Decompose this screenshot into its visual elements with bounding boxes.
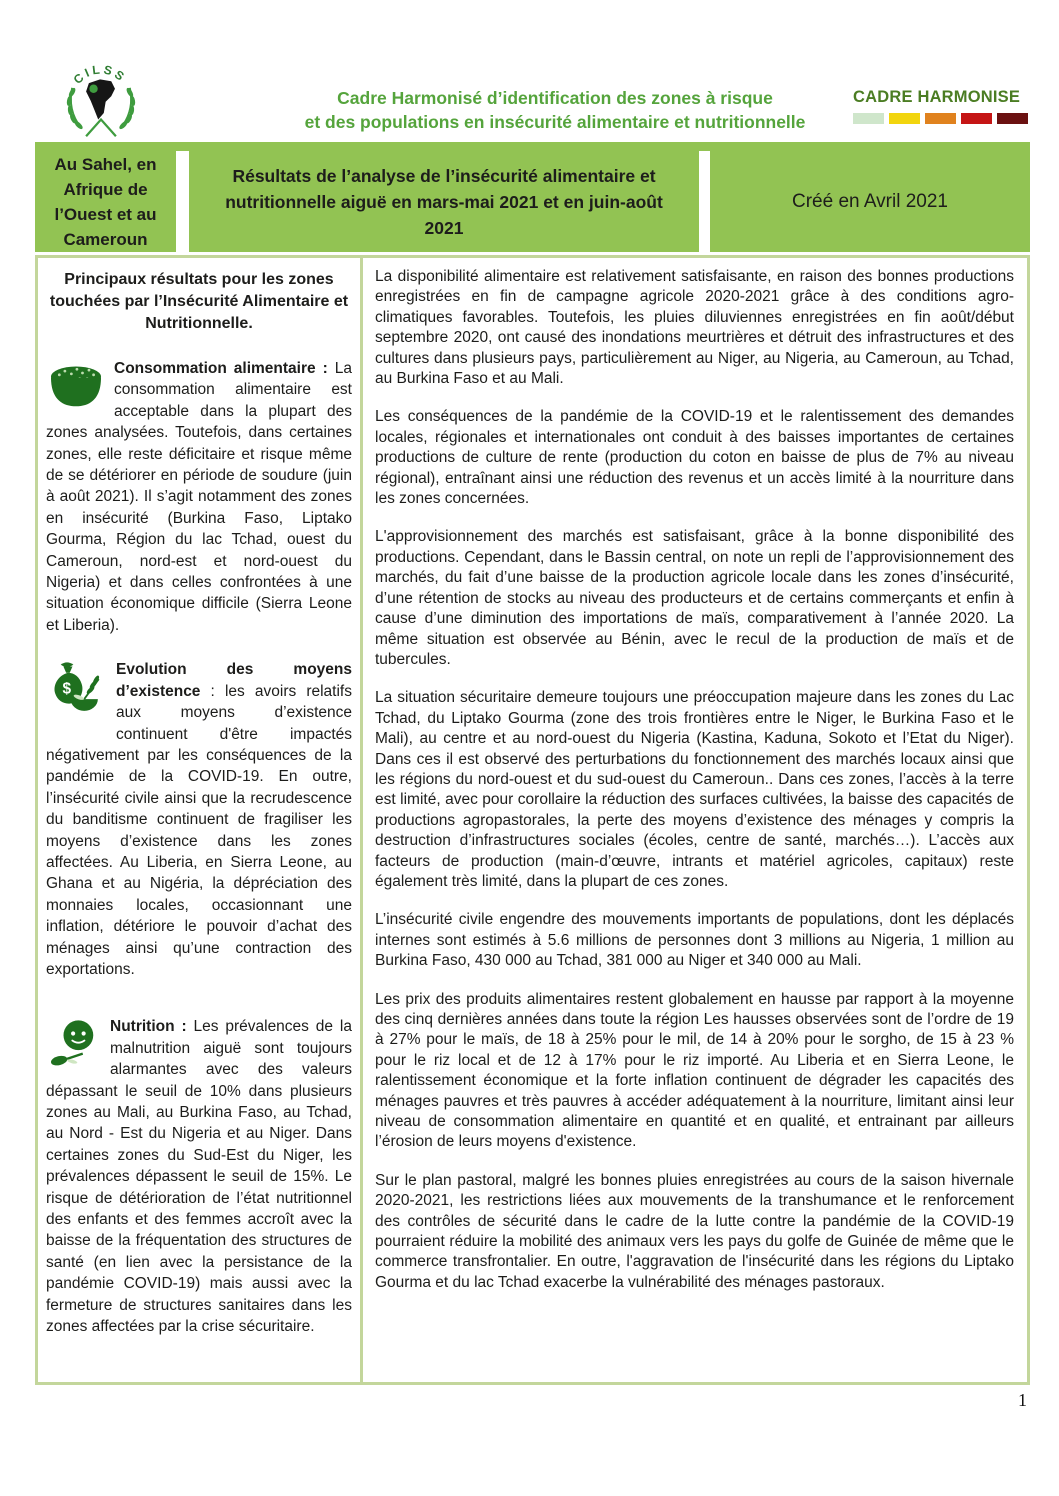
paragraph-food-prices: Les prix des produits alimentaires restent globalement en hausse par rapport à la moyenne des cinq dernières années dans toute la région Les hausses observées sont de l’ordre de 19 à 27% pour le maïs, de 18 à 25% pour le mil, de 14 à 20% pour le sorgho, de 15 à 23 % pour le riz local et de 12 à 17% pour le riz importé. Au Liberia et en Sierra Leone, le ralentissement économique et la forte inflation continuent de dégrader les capacités des ménages pauvres et très pauvres à accéder adéquatement à la nourriture, limitant ainsi leur niveau de consommation alimentaire en quantité et en qualité, et entrainant par ailleurs l’érosion de leurs moyens d'existence. bbox=[375, 990, 1014, 1151]
cadre-harmonise-wordmark: CADRE HARMONISE bbox=[853, 88, 1021, 106]
section-nutrition bbox=[46, 1016, 352, 1337]
document-title-line1: Cadre Harmonisé d’identification des zones à risque bbox=[337, 88, 773, 108]
banner-divider bbox=[699, 151, 710, 252]
banner-divider bbox=[176, 151, 189, 252]
section-title: Nutrition : bbox=[110, 1018, 187, 1036]
paragraph-covid-consequences: Les conséquences de la pandémie de la COVID-19 et le ralentissement des demandes locales, régionales et internationales ont conduit à des baisses importantes de certaines productions de culture de rente (production du coton en baisse de plus de 7% au niveau régional), entraînant ainsi une réduction des revenus et un accès limité à la nourriture dans les zones concernées. bbox=[375, 408, 1014, 508]
section-title: Evolution des moyens d’existence bbox=[116, 661, 352, 700]
section-title: Consommation alimentaire : bbox=[114, 360, 328, 377]
phase3-color-bar bbox=[925, 113, 956, 124]
paragraph-market-supply: L'approvisionnement des marchés est satisfaisant, grâce à la bonne disponibilité des productions. Cependant, dans le Bassin central, on note un repli de l’approvisionnement des marchés, du fait d’une baisse de la production agricole locale dans les zones d’insécurité, d’une rétention de stocks au niveau des producteurs et de certains commerçants et enfin à cause d’une diminution des importations de maïs, comparativement à l’année 2020. La même situation est observée au Bénin, avec le recul de la production de maïs et de tubercules. bbox=[375, 528, 1014, 668]
document-title bbox=[270, 86, 840, 134]
situation-analysis-column bbox=[360, 258, 1027, 1382]
banner-created-date: Créé en Avril 2021 bbox=[710, 151, 1030, 252]
left-column-heading: Principaux résultats pour les zones touchées par l’Insécurité Alimentaire et Nutritionnelle. bbox=[49, 271, 349, 332]
banner-top-strip bbox=[35, 142, 1030, 151]
svg-text:CILSS: CILSS bbox=[70, 62, 129, 87]
paragraph-displaced-populations: L’insécurité civile engendre des mouvements importants de populations, dont les déplacés internes sont estimés à 5.6 millions de personnes dont 3 millions au Nigeria, 1 million au Burkina Faso, 430 000 au Tchad, 381 000 au Niger et 340 000 au Mali. bbox=[375, 911, 1014, 970]
paragraph-food-availability: La disponibilité alimentaire est relativement satisfaisante, en raison des bonnes productions enregistrées en fin de campagne agricole 2020-2021 grâce à des conditions agro-climatiques favorables. Toutefois, les pluies diluviennes enregistrées en fin août/début septembre 2020, ont causé des inondations meurtrières et détruit des infrastructures et des cultures dans plusieurs pays, particulièrement au Niger, au Nigeria, au Cameroun, au Tchad, au Burkina Faso et au Mali. bbox=[375, 268, 1014, 388]
phase-color-scale bbox=[853, 113, 1031, 124]
cadre-harmonise-logo bbox=[853, 88, 1031, 124]
svg-text:$: $ bbox=[62, 680, 72, 698]
paragraph-security-situation: La situation sécuritaire demeure toujours une préoccupation majeure dans les zones du Lac Tchad, du Liptako Gourma (zone des trois frontières entre le Niger, le Burkina Faso et le Mali), au centre et au nord-ouest du Nigeria (Kastina, Kaduna, Sokoto et l’Etat du Niger). Dans ces il est observé des perturbations du fonctionnement des marchés locaux ainsi que les régions du nord-ouest et du sud-ouest du Cameroun.. Dans ces zones, l’accès à la terre est limité, avec pour corollaire la réduction des surfaces cultivées, la baisse des capacités de productions agropastorales, la perte des moyens d’existence des ménages y compris la destruction d’infrastructures sociales (écoles, centre de santé, marchés…). L’accès aux facteurs de production (main-d’œuvre, intrants et matériel agricoles, capitaux) reste également très limité, dans la plupart de ces zones. bbox=[375, 689, 1014, 890]
document-title-line2: et des populations en insécurité alimentaire et nutritionnelle bbox=[304, 112, 806, 132]
phase5-color-bar bbox=[997, 113, 1028, 124]
phase1-color-bar bbox=[853, 113, 884, 124]
section-livelihoods bbox=[46, 659, 352, 980]
money-bag-icon bbox=[46, 661, 108, 725]
banner-analysis-title: Résultats de l’analyse de l’insécurité alimentaire et nutritionnelle aiguë en mars-mai 2021 et en juin-août 2021 bbox=[189, 151, 699, 252]
page-number: 1 bbox=[1018, 1390, 1027, 1410]
section-text: La consommation alimentaire est acceptable dans la plupart des zones analysées. Toutefois, dans certaines zones, elle reste déficitaire et risque même de se détériorer en période de soudure (juin à août 2021). Il s’agit notamment des zones en insécurité (Burkina Faso, Liptako Gourma, Région du lac Tchad, ouest du Cameroun, nord-est et nord-ouest du Nigeria) et dans celles confrontées à une situation économique difficile (Sierra Leone et Liberia). bbox=[46, 360, 352, 634]
phase2-color-bar bbox=[889, 113, 920, 124]
food-bowl-icon bbox=[46, 360, 106, 416]
section-food-consumption bbox=[46, 358, 352, 636]
section-text: : les avoirs relatifs aux moyens d’existence continuent d'être impactés négativement par les conséquences de la pandémie de la COVID-19. En outre, l’insécurité civile ainsi que la recrudescence du banditisme continuent de fragiliser les moyens d’existence dans les zones affectées. Au Liberia, en Sierra Leone, au Ghana et au Nigéria, la dépréciation des monnaies locales, occasionnant une inflation, détériore le pouvoir d’achat des ménages ainsi qu’une contraction des exportations. bbox=[46, 682, 352, 978]
nutrition-face-icon bbox=[46, 1018, 102, 1076]
phase4-color-bar bbox=[961, 113, 992, 124]
cilss-logo-icon bbox=[58, 58, 144, 140]
title-banner bbox=[35, 142, 1030, 252]
banner-region: Au Sahel, en Afrique de l’Ouest et au Cameroun bbox=[35, 151, 176, 252]
key-results-column bbox=[38, 258, 360, 1382]
section-text: Les prévalences de la malnutrition aiguë sont toujours alarmantes avec des valeurs dépassant le seuil de 10% dans plusieurs zones au Mali, au Burkina Faso, au Tchad, au Nord - Est du Nigeria et au Niger. Dans certaines zones du Sud-Est du Niger, les prévalences dépassent le seuil de 15%. Le risque de détérioration de l’état nutritionnel des enfants et des femmes accroît avec la baisse de la fréquentation des structures de santé (en lien avec la persistance de la pandémie COVID-19) mais aussi avec la fermeture de structures sanitaires dans les zones affectées par la crise sécuritaire. bbox=[46, 1018, 352, 1336]
page-header bbox=[0, 0, 1059, 142]
paragraph-pastoral-situation: Sur le plan pastoral, malgré les bonnes pluies enregistrées au cours de la saison hivernale 2020-2021, les restrictions liées aux mouvements de la transhumance et le renforcement des contrôles de sécurité dans le cadre de la lutte contre la pandémie de la COVID-19 pourraient réduire la mobilité des animaux vers les pays du golfe de Guinée de même que le commerce transfrontalier. En outre, l'aggravation de l'insécurité dans les régions du Liptako Gourma et du lac Tchad exacerbe la vulnérabilité des ménages pastoraux. bbox=[375, 1171, 1014, 1291]
content-area bbox=[35, 255, 1030, 1385]
